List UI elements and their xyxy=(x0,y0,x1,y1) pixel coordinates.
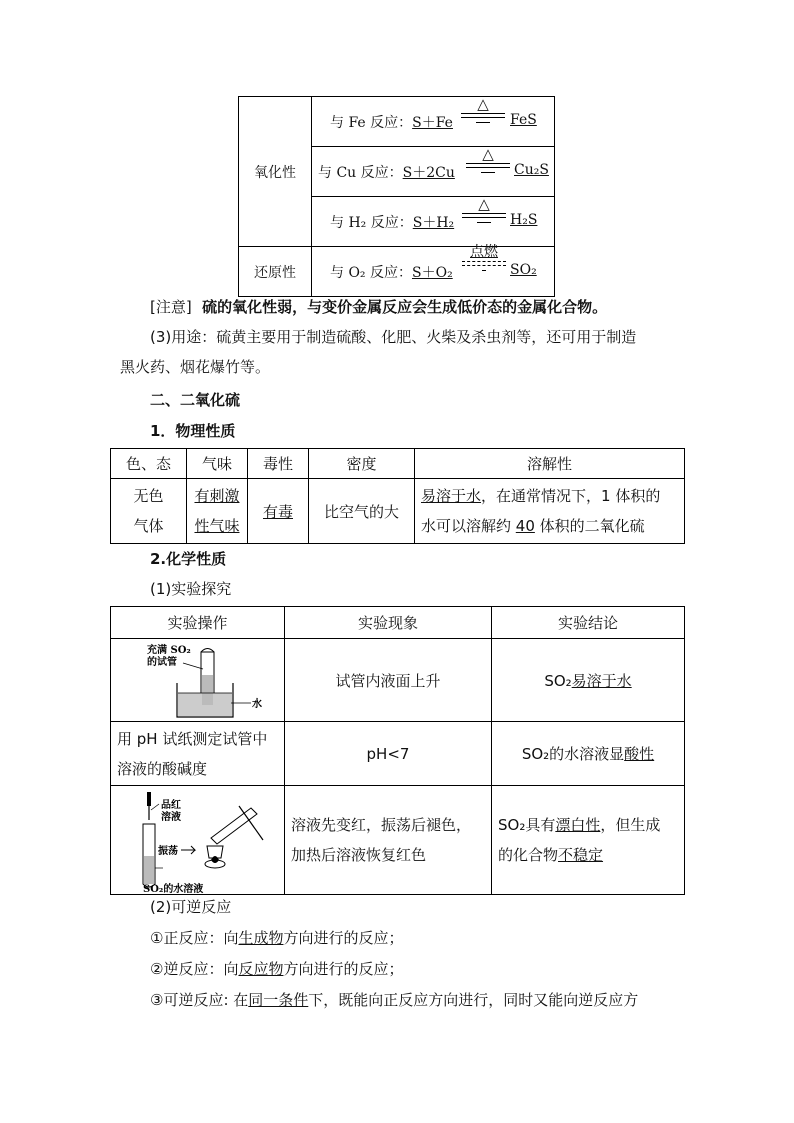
category-reducing: 还原性 xyxy=(239,247,312,297)
density-cell: 比空气的大 xyxy=(309,479,415,544)
table-header: 实验结论 xyxy=(492,607,685,639)
reaction-lhs: S＋Fe xyxy=(412,115,453,131)
reaction-condition: △ xyxy=(462,147,514,173)
svg-text:振荡: 振荡 xyxy=(158,846,178,857)
reaction-row-h2 xyxy=(312,197,555,247)
test-tube-in-water-diagram xyxy=(111,639,284,721)
conclusion-1: SO₂易溶于水 xyxy=(492,639,685,722)
reverse-reaction-line: ②逆反应：向反应物方向进行的反应； xyxy=(150,960,404,978)
reaction-condition: △ xyxy=(457,97,509,123)
table-header: 气味 xyxy=(187,449,248,479)
reaction-condition: △ xyxy=(458,197,510,223)
subheading-chemical: 2.化学性质 xyxy=(150,550,227,568)
phenomenon-2: pH<7 xyxy=(285,722,492,786)
conclusion-3: SO₂具有漂白性，但生成 的化合物不稳定 xyxy=(492,786,685,895)
forward-reaction-line: ①正反应：向生成物方向进行的反应； xyxy=(150,929,404,947)
reaction-prefix: 与 Fe 反应： xyxy=(330,115,413,131)
reaction-condition: 点燃 xyxy=(458,245,510,271)
uses-line-1: (3)用途：硫黄主要用于制造硫酸、化肥、火柴及杀虫剂等，还可用于制造 xyxy=(150,328,637,346)
phenomenon-3: 溶液先变红，振荡后褪色， 加热后溶液恢复红色 xyxy=(285,786,492,895)
experiment-image-test-tube xyxy=(111,639,285,722)
svg-text:水: 水 xyxy=(252,699,262,710)
reaction-row-fe xyxy=(312,97,555,147)
svg-text:SO₂的水溶液: SO₂的水溶液 xyxy=(143,884,204,894)
experiment-image-bleach xyxy=(111,786,285,895)
reversible-definition-line: ③可逆反应: 在同一条件下，既能向正反应方向进行，同时又能向逆反应方 xyxy=(150,991,639,1009)
sulfur-properties-table xyxy=(238,96,555,297)
reaction-row-o2 xyxy=(312,244,555,297)
solubility-cell: 易溶于水，在通常情况下，1 体积的 水可以溶解约 40 体积的二氧化硫 xyxy=(415,479,685,544)
reaction-rhs: FeS xyxy=(510,112,537,128)
color-state-cell: 无色 气体 xyxy=(111,479,187,544)
note-paragraph xyxy=(150,296,607,317)
note-tag: [注意] xyxy=(150,298,192,316)
conclusion-2: SO₂的水溶液显酸性 xyxy=(492,722,685,786)
table-header: 密度 xyxy=(309,449,415,479)
physical-properties-table xyxy=(110,448,685,544)
reaction-lhs: S＋H₂ xyxy=(412,215,455,231)
operation-2: 用 pH 试纸测定试管中 溶液的酸碱度 xyxy=(111,722,285,786)
reaction-row-cu xyxy=(312,147,555,197)
category-oxidizing: 氧化性 xyxy=(239,97,312,247)
experiment-table xyxy=(110,606,685,895)
subheading-physical: 1．物理性质 xyxy=(150,422,236,440)
svg-text:的试管: 的试管 xyxy=(147,657,177,668)
svg-text:充满 SO₂: 充满 SO₂ xyxy=(147,645,191,656)
reaction-rhs: Cu₂S xyxy=(514,162,549,178)
svg-text:品红: 品红 xyxy=(161,800,181,811)
reaction-prefix: 与 H₂ 反应： xyxy=(330,215,413,231)
table-header: 色、态 xyxy=(111,449,187,479)
reaction-rhs: SO₂ xyxy=(510,262,537,278)
reaction-lhs: S＋O₂ xyxy=(412,265,453,281)
note-text: 硫的氧化性弱，与变价金属反应会生成低价态的金属化合物。 xyxy=(202,298,608,316)
svg-text:溶液: 溶液 xyxy=(161,812,181,823)
reaction-prefix: 与 Cu 反应： xyxy=(318,165,403,181)
subheading-experiment: (1)实验探究 xyxy=(150,580,232,598)
table-header: 溶解性 xyxy=(415,449,685,479)
reversible-heading: (2)可逆反应 xyxy=(150,898,232,916)
toxicity-cell: 有毒 xyxy=(248,479,309,544)
reaction-prefix: 与 O₂ 反应： xyxy=(330,265,412,281)
phenomenon-1: 试管内液面上升 xyxy=(285,639,492,722)
table-header: 实验操作 xyxy=(111,607,285,639)
table-header: 实验现象 xyxy=(285,607,492,639)
uses-line-2: 黑火药、烟花爆竹等。 xyxy=(120,358,271,376)
smell-cell: 有刺激 性气味 xyxy=(187,479,248,544)
magenta-bleaching-diagram xyxy=(111,786,284,894)
reaction-lhs: S＋2Cu xyxy=(402,165,455,181)
section-heading-so2: 二、二氧化硫 xyxy=(150,391,241,409)
table-header: 毒性 xyxy=(248,449,309,479)
reaction-rhs: H₂S xyxy=(510,212,538,228)
